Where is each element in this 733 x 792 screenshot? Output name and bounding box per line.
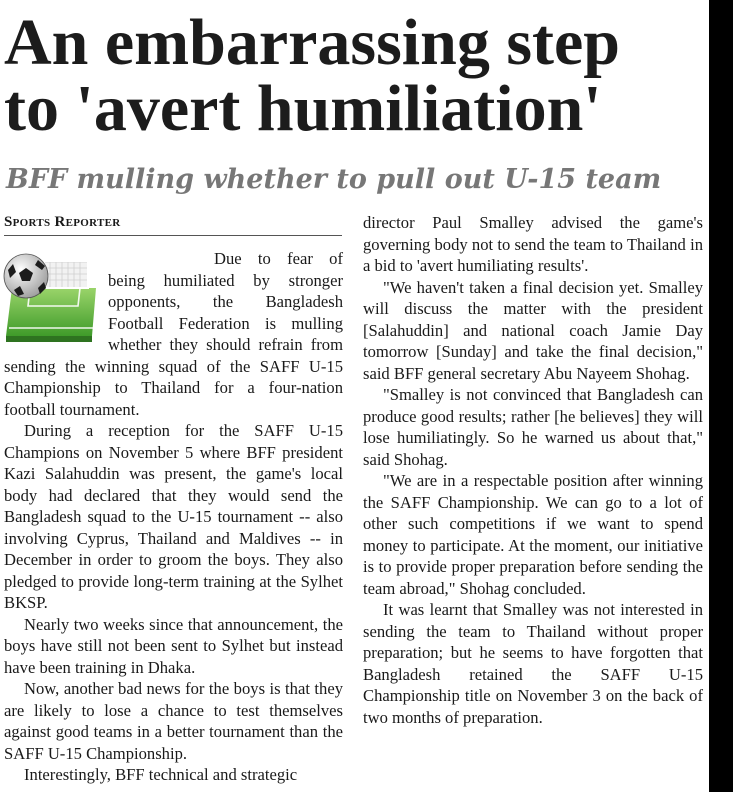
paragraph: director Paul Smalley advised the game's governing body not to send the team to Thailand in a bid to 'avert humiliating results'.	[363, 213, 703, 275]
paragraph: Now, another bad news for the boys is that they are likely to lose a chance to test themselves against good teams in a better tournament than the SAFF U-15 Championship.	[4, 679, 343, 763]
headline	[4, 6, 704, 145]
paragraph: Interestingly, BFF technical and strategic	[24, 765, 298, 784]
paragraph: Due to fear of being humiliated by stronger opponents, the Bangladesh Football Federation is mulling whether they should refrain from sending the winning squad of the SAFF U-15 Championship to Thailand for a four-nation football tournament.	[4, 249, 343, 419]
paragraph: It was learnt that Smalley was not interested in sending the team to Thailand without proper preparation; but he seems to have forgotten that Bangladesh retained the SAFF U-15 Championship title on November 3 on the back of two months of preparation.	[363, 600, 703, 727]
paragraph: "Smalley is not convinced that Bangladesh can produce good results; rather [he believes] they will lose humiliatingly. So he warned us about that," said Shohag.	[363, 385, 703, 469]
paragraph: "We are in a respectable position after winning the SAFF Championship. We can go to a lot of other such competitions if we want to spend money to participate. At the moment, our initiative is to provide proper preparation before sending the team abroad," Shohag concluded.	[363, 471, 703, 598]
soccer-ball-field-icon	[0, 248, 100, 346]
article-column-1	[4, 248, 343, 786]
paragraph: During a reception for the SAFF U-15 Champions on November 5 where BFF president Kazi Salahuddin was present, the game's local body had declared that they would send the Bangladesh squad to the U-15 tournament -- also involving Cyprus, Thailand and Maldives -- in December in order to groom the boys. They also pledged to provide long-term training at the Sylhet BKSP.	[4, 421, 343, 612]
page-edge-border	[709, 0, 733, 792]
article-column-2	[363, 212, 703, 728]
headline-line-1: An embarrassing step	[4, 6, 621, 79]
byline: Sports Reporter	[4, 214, 342, 236]
headline-line-2: to 'avert humiliation'	[4, 72, 602, 145]
paragraph: "We haven't taken a final decision yet. Smalley will discuss the matter with the president [Salahuddin] and national coach Jamie Day tomorrow [Sunday] and take the final decision," said BFF general secretary Abu Nayeem Shohag.	[363, 277, 703, 383]
paragraph: Nearly two weeks since that announcement, the boys have still not been sent to Sylhet but instead have been training in Dhaka.	[4, 614, 343, 677]
subheadline: BFF mulling whether to pull out U-15 team	[6, 164, 662, 195]
